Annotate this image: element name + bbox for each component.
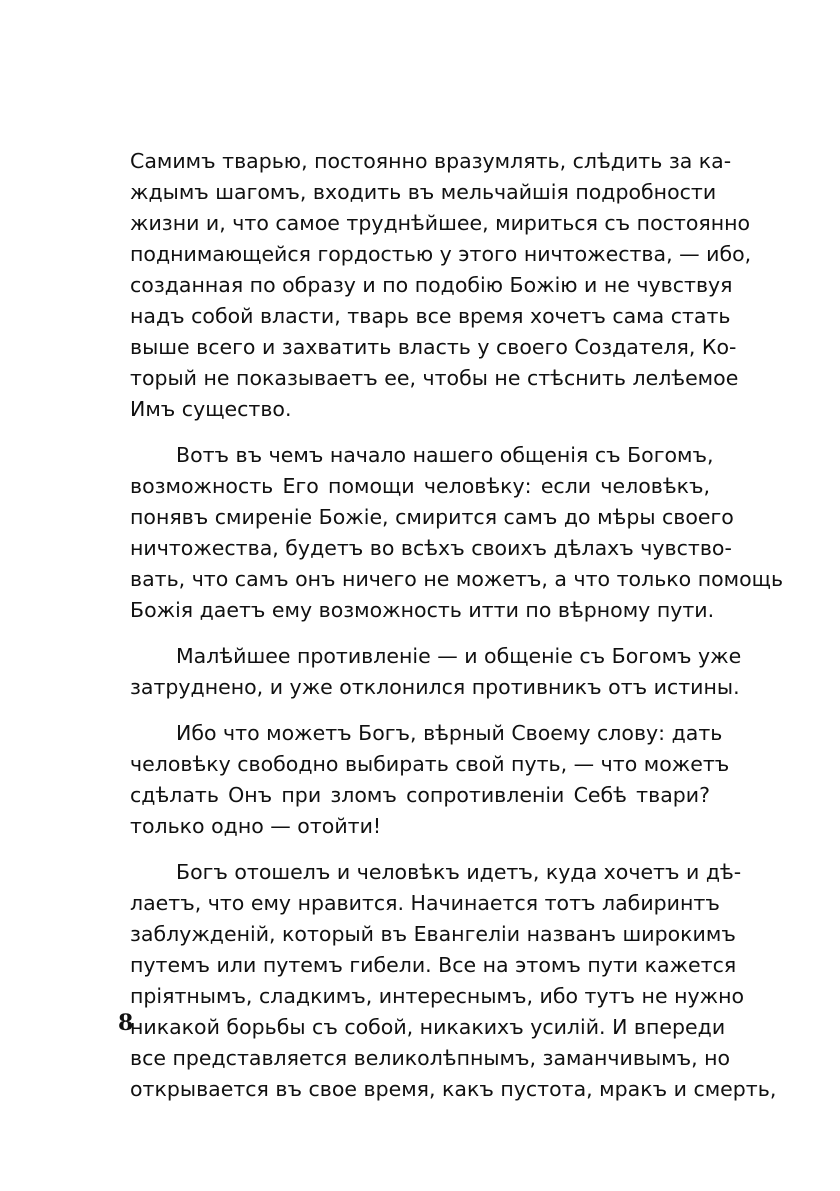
text-line: открывается въ свое время, какъ пустота, мракъ и смерть, xyxy=(130,1077,777,1101)
page-number: 8 xyxy=(118,1010,134,1036)
text-line: выше всего и захватить власть у своего Создателя, Ко- xyxy=(130,335,737,359)
text-line: вать, что самъ онъ ничего не можетъ, а что только помощь xyxy=(130,567,784,591)
text-line: возможность Его помощи человѣку: если человѣкъ, xyxy=(130,474,710,498)
text-line: ждымъ шагомъ, входить въ мельчайшiя подробности xyxy=(130,180,717,204)
text-line: заблужденiй, который въ Евангелiи названъ широкимъ xyxy=(130,922,736,946)
text-line: Божiя даетъ ему возможность итти по вѣрному пути. xyxy=(130,598,715,622)
text-line: Вотъ въ чемъ начало нашего общенiя съ Богомъ, xyxy=(176,443,714,467)
text-line: ничтожества, будетъ во всѣхъ своихъ дѣлахъ чувство- xyxy=(130,536,732,560)
text-line: Малѣйшее противленiе — и общенiе съ Богомъ уже xyxy=(176,644,742,668)
paragraph-3 xyxy=(130,641,742,703)
paragraph-1 xyxy=(130,146,752,425)
body-text xyxy=(130,146,784,1105)
text-line: поднимающейся гордостью у этого ничтожества, — ибо, xyxy=(130,242,752,266)
paragraph-2 xyxy=(130,440,784,626)
text-line: сдѣлать Онъ при зломъ сопротивленiи Себѣ твари? xyxy=(130,783,710,807)
text-line: прiятнымъ, сладкимъ, интереснымъ, ибо тутъ не нужно xyxy=(130,984,745,1008)
text-line: никакой борьбы съ собой, никакихъ усилiй. И впереди xyxy=(130,1015,726,1039)
text-line: Богъ отошелъ и человѣкъ идетъ, куда хочетъ и дѣ- xyxy=(176,860,742,884)
text-line: Самимъ тварью, постоянно вразумлять, слѣдить за ка- xyxy=(130,149,732,173)
text-line: созданная по образу и по подобiю Божiю и не чувствуя xyxy=(130,273,733,297)
text-line: человѣку свободно выбирать свой путь, — что можетъ xyxy=(130,752,730,776)
text-line: Имъ существо. xyxy=(130,397,292,421)
text-line: путемъ или путемъ гибели. Все на этомъ пути кажется xyxy=(130,953,737,977)
text-line: затруднено, и уже отклонился противникъ отъ истины. xyxy=(130,675,740,699)
text-line: Ибо что можетъ Богъ, вѣрный Своему слову: дать xyxy=(176,721,723,745)
text-line: торый не показываетъ ее, чтобы не стѣснить лелѣемое xyxy=(130,366,739,390)
text-line: лаетъ, что ему нравится. Начинается тотъ лабиринтъ xyxy=(130,891,720,915)
text-line: только одно — отойти! xyxy=(130,814,382,838)
paragraph-4 xyxy=(130,718,730,842)
text-line: понявъ смиренiе Божiе, смирится самъ до мѣры своего xyxy=(130,505,734,529)
text-line: надъ собой власти, тварь все время хочетъ сама стать xyxy=(130,304,731,328)
paragraph-5 xyxy=(130,857,777,1105)
text-line: жизни и, что самое труднѣйшее, мириться съ постоянно xyxy=(130,211,751,235)
text-line: все представляется великолѣпнымъ, заманчивымъ, но xyxy=(130,1046,731,1070)
